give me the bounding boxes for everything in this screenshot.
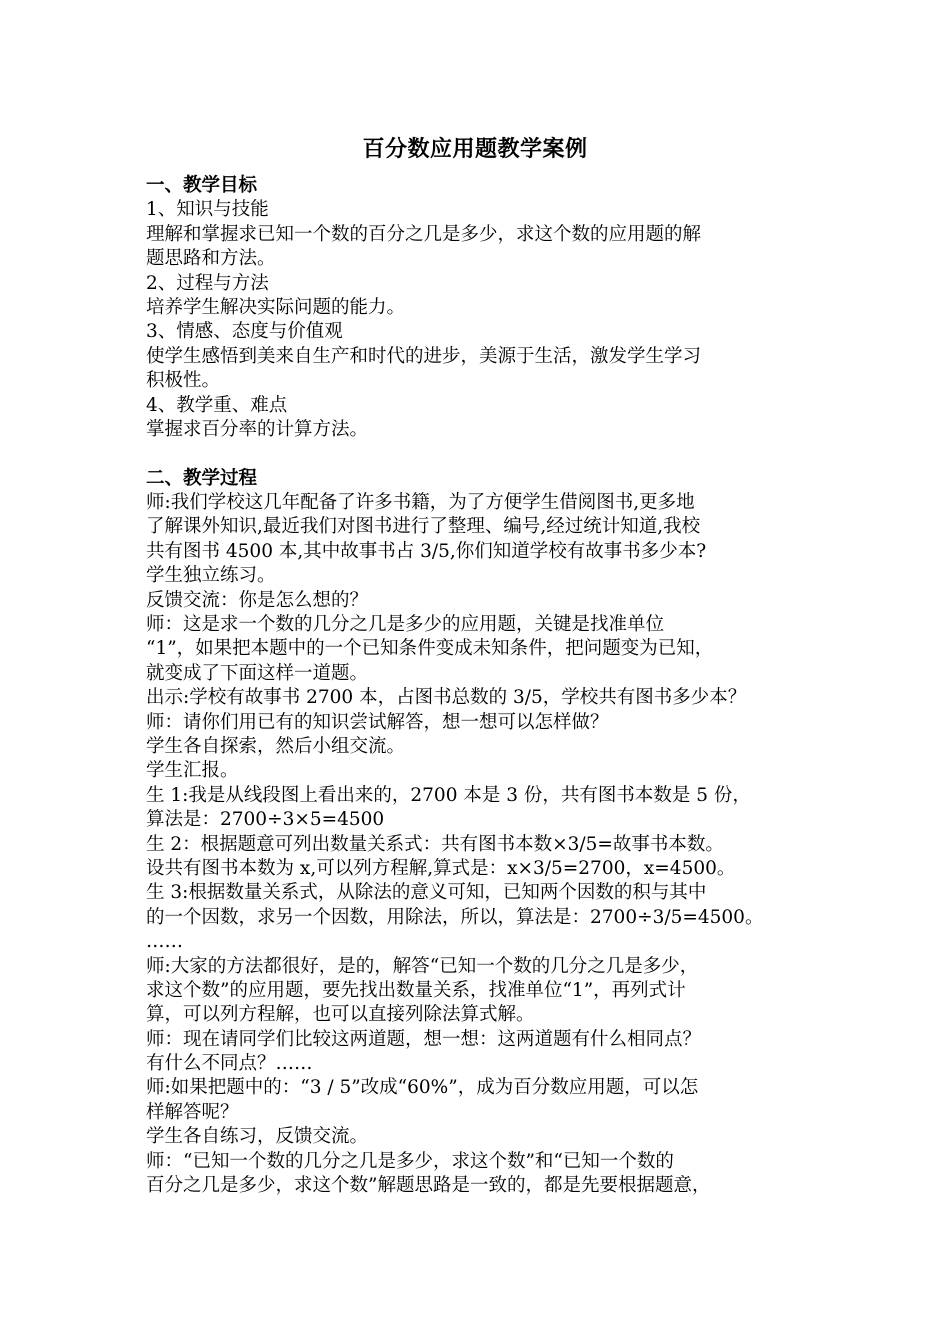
text-line: 4、教学重、难点 [146, 394, 288, 416]
text-line: 算法是：2700÷3×5=4500 [146, 809, 385, 831]
text-line: 题思路和方法。 [146, 248, 276, 270]
text-line: 学生各自探索，然后小组交流。 [146, 735, 406, 757]
text-line: 师：这是求一个数的几分之几是多少的应用题，关键是找准单位 [146, 614, 665, 636]
text-line: 师:大家的方法都很好，是的，解答“已知一个数的几分之几是多少， [146, 955, 699, 977]
document-body [146, 174, 826, 1198]
text-line: 师:我们学校这几年配备了许多书籍，为了方便学生借阅图书,更多地 [146, 492, 695, 514]
text-line: “1”，如果把本题中的一个已知条件变成未知条件，把问题变为已知， [146, 638, 714, 660]
text-line: 有什么不同点？…… [146, 1053, 313, 1075]
text-line: 1、知识与技能 [146, 199, 269, 221]
text-line: 反馈交流：你是怎么想的？ [146, 589, 369, 611]
text-line: 共有图书 4500 本,其中故事书占 3/5,你们知道学校有故事书多少本? [146, 540, 707, 562]
text-line: 师:如果把题中的：“3 / 5”改成“60%”，成为百分数应用题，可以怎 [146, 1077, 699, 1099]
text-line: 生 1:我是从线段图上看出来的，2700 本是 3 份，共有图书本数是 5 份， [146, 784, 751, 806]
text-line: 出示:学校有故事书 2700 本，占图书总数的 3/5，学校共有图书多少本？ [146, 687, 747, 709]
text-line: 生 3:根据数量关系式，从除法的意义可知，已知两个因数的积与其中 [146, 882, 707, 904]
text-line: 百分之几是多少，求这个数”解题思路是一致的，都是先要根据题意， [146, 1175, 711, 1197]
text-line: 掌握求百分率的计算方法。 [146, 418, 369, 440]
text-line: 学生独立练习。 [146, 565, 276, 587]
text-line: 了解课外知识,最近我们对图书进行了整理、编号,经过统计知道,我校 [146, 516, 701, 538]
text-line: 样解答呢？ [146, 1101, 239, 1123]
text-line: 学生各自练习，反馈交流。 [146, 1126, 369, 1148]
text-line: 培养学生解决实际问题的能力。 [146, 296, 406, 318]
text-line: 3、情感、态度与价值观 [146, 321, 343, 343]
text-line: 使学生感悟到美来自生产和时代的进步，美源于生活，激发学生学习 [146, 345, 702, 367]
text-line: …… [146, 931, 183, 953]
section-heading: 二、教学过程 [146, 467, 258, 489]
text-line: 就变成了下面这样一道题。 [146, 662, 369, 684]
blank-line [146, 442, 826, 466]
text-line: 师：“已知一个数的几分之几是多少，求这个数”和“已知一个数的 [146, 1150, 674, 1172]
text-line: 生 2：根据题意可列出数量关系式：共有图书本数×3/5=故事书本数。 [146, 833, 724, 855]
text-line: 学生汇报。 [146, 760, 239, 782]
text-line: 理解和掌握求已知一个数的百分之几是多少，求这个数的应用题的解 [146, 223, 702, 245]
text-line: 积极性。 [146, 370, 221, 392]
text-line: 算，可以列方程解，也可以直接列除法算式解。 [146, 1004, 535, 1026]
document-title: 百分数应用题教学案例 [362, 136, 588, 162]
text-line: 设共有图书本数为 x,可以列方程解,算式是：x×3/5=2700，x=4500。 [146, 857, 736, 879]
text-line: 的一个因数，求另一个因数，用除法，所以，算法是：2700÷3/5=4500。 [146, 906, 764, 928]
section-heading: 一、教学目标 [146, 175, 258, 196]
text-line: 2、过程与方法 [146, 272, 269, 294]
text-line: 求这个数”的应用题，要先找出数量关系，找准单位“1”，再列式计 [146, 979, 686, 1001]
text-line: 师：请你们用已有的知识尝试解答，想一想可以怎样做？ [146, 711, 609, 733]
text-line: 师：现在请同学们比较这两道题，想一想：这两道题有什么相同点？ [146, 1028, 702, 1050]
